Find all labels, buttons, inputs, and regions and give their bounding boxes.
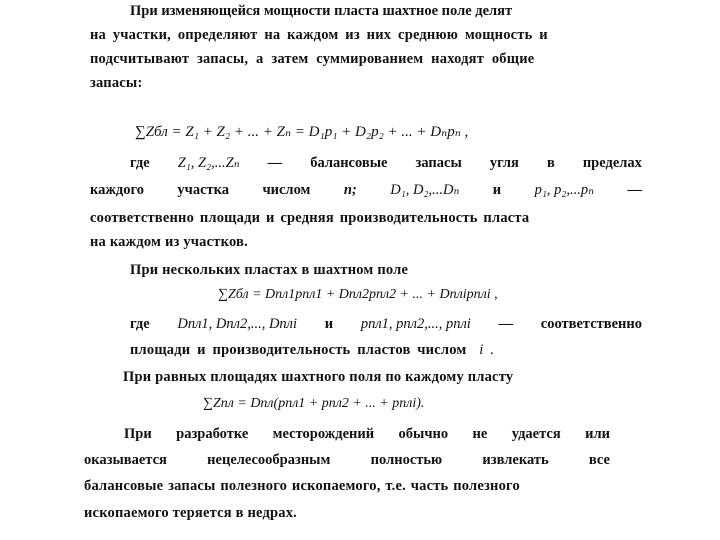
where1-w4: запасы xyxy=(415,155,462,171)
p4-w2: месторождений xyxy=(272,426,375,442)
p1-line1 xyxy=(130,3,643,20)
where2-w0: где xyxy=(130,316,150,332)
p1-line3: подсчитывают запасы, а затем суммированием находят общие xyxy=(90,51,535,67)
where1b-w2: числом xyxy=(262,182,311,198)
where1-w3: балансовые xyxy=(310,155,388,171)
where2-w3: pпл1, pпл2,..., pплi xyxy=(360,316,471,332)
where1d-line: на каждом из участков. xyxy=(90,234,248,250)
where1b-w4: D₁, D₂,...Dₙ xyxy=(390,182,460,198)
where2-w1: Dпл1, Dпл2,..., Dплi xyxy=(177,316,298,332)
where1b-w0: каждого xyxy=(90,182,144,198)
where1b-line xyxy=(90,182,642,199)
p4-w5: удается xyxy=(511,426,561,442)
p4-w3: обычно xyxy=(398,426,449,442)
where2-line xyxy=(130,316,642,333)
p4-l2-w1: нецелесообразным xyxy=(207,452,331,468)
formula-3: ∑Zпл = Dпл(pпл1 + pпл2 + ... + pплi). xyxy=(203,396,425,411)
p4-l2-w3: извлекать xyxy=(482,452,549,468)
where1-w6: в xyxy=(546,155,555,171)
p2-line1: При нескольких пластах в шахтном поле xyxy=(130,262,409,278)
p4-w0: При xyxy=(124,426,152,442)
where1-w5: угля xyxy=(489,155,519,171)
p1-line2: на участки, определяют на каждом из них среднюю мощность и xyxy=(90,27,548,43)
p4-w1: разработке xyxy=(176,426,249,442)
where1b-w7: — xyxy=(627,182,642,198)
p4-w6: или xyxy=(585,426,610,442)
p1-line4: запасы: xyxy=(90,75,143,91)
p4-w4: не xyxy=(472,426,488,442)
where1b-w1: участка xyxy=(177,182,230,198)
where2-w5: соответственно xyxy=(540,316,642,332)
where2b-text: площади и производительность пластов числом xyxy=(130,342,467,358)
p4-l2-w4: все xyxy=(588,452,610,468)
where1b-w6: p₁, p₂,...pₙ xyxy=(534,182,595,198)
where1-w0: где xyxy=(130,155,150,171)
where1b-w3: n; xyxy=(343,182,357,198)
p4-line1 xyxy=(124,426,610,443)
p4-line4: ископаемого теряется в недрах. xyxy=(84,505,297,521)
where1-line xyxy=(130,155,642,172)
where2b-var: i . xyxy=(479,342,495,358)
where2-w2: и xyxy=(324,316,334,332)
formula-2: ∑Zбл = Dпл1pпл1 + Dпл2pпл2 + ... + Dплipплi , xyxy=(218,287,498,302)
formula-1: ∑Zбл = Z₁ + Z₂ + ... + Zₙ = D₁p₁ + D₂p₂ + ... + Dₙpₙ , xyxy=(135,124,469,140)
p4-line2 xyxy=(84,452,610,469)
where2-w4: — xyxy=(498,316,514,332)
where1b-w5: и xyxy=(492,182,502,198)
p4-l2-w2: полностью xyxy=(370,452,443,468)
p3-line1: При равных площадях шахтного поля по каждому пласту xyxy=(123,369,514,385)
where1-w2: — xyxy=(267,155,283,171)
p4-l2-w0: оказывается xyxy=(84,452,167,468)
p4-line3: балансовые запасы полезного ископаемого, т.е. часть полезного xyxy=(84,478,520,494)
where1c-line: соответственно площади и средняя производительность пласта xyxy=(90,210,530,226)
where2b-line xyxy=(130,342,494,359)
p1-line1-text: При изменяющейся мощности пласта шахтное поле делят xyxy=(130,3,513,19)
where1-w1: Z₁, Z₂,...Zₙ xyxy=(177,155,240,171)
where1-w7: пределах xyxy=(582,155,642,171)
